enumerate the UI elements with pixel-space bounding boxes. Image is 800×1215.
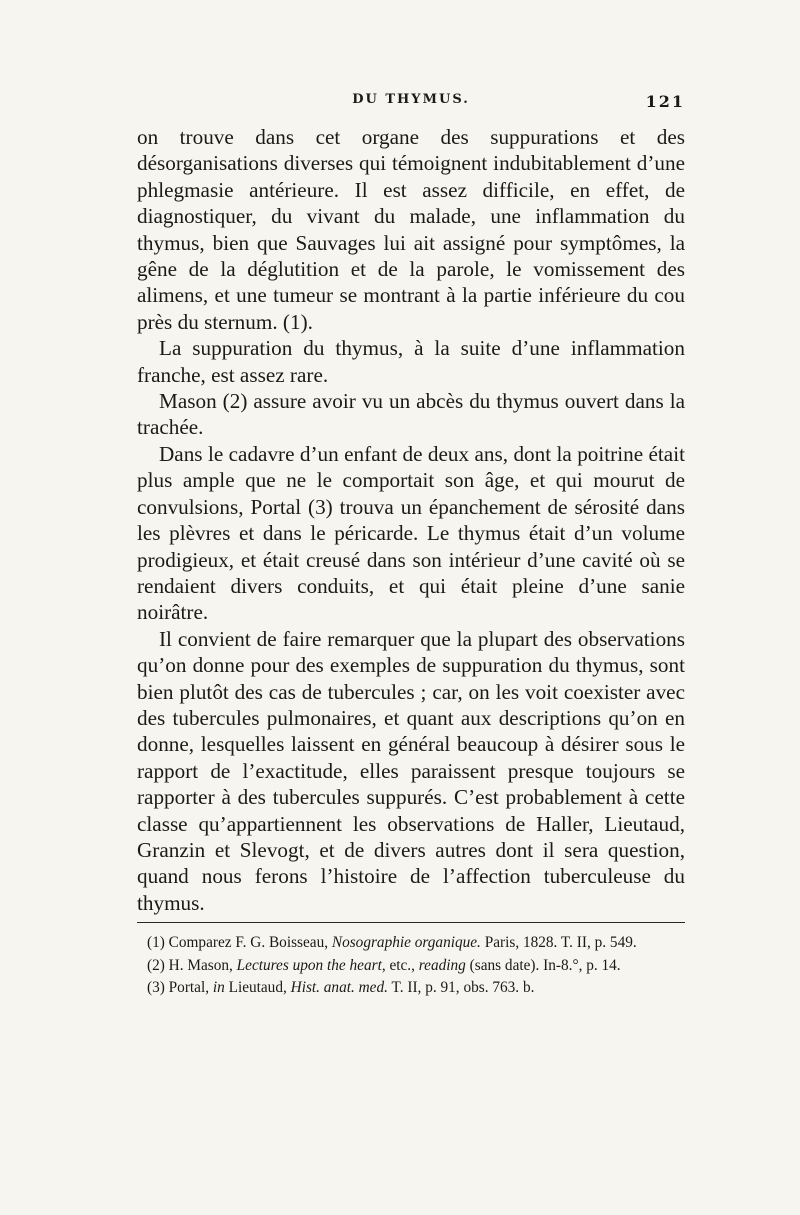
footnote-text: Portal, [168, 979, 210, 996]
footnote [137, 932, 685, 955]
paragraph: Mason (2) assure avoir vu un abcès du thymus ouvert dans la trachée. [137, 389, 685, 440]
footnote-text: Paris, 1828. T. II, p. 549. [484, 934, 637, 951]
paragraph: Dans le cadavre d’un enfant de deux ans, dont la poitrine était plus ample que ne le comportait son âge, et qui mourut de convulsions, Portal (3) trouva un épanchement de sérosité dans les plèvres et dans le péricarde. Le thymus était d’un volume prodigieux, et était creusé dans son intérieur d’une cavité où se rendaient divers conduits, et qui était pleine d’une sanie noirâtre. [137, 441, 685, 625]
footnotes [137, 932, 685, 1000]
footnote [137, 955, 685, 978]
footnote-text: (sans date). In-8.°, p. 14. [469, 956, 621, 974]
footnote-title: Hist. anat. med. [290, 979, 388, 996]
footnote-mark: (2) [147, 956, 165, 974]
main-text [137, 124, 685, 916]
footnote-title: Lectures upon the heart [236, 956, 382, 974]
running-title: DU THYMUS. [352, 92, 470, 107]
footnote-title: reading [418, 956, 466, 974]
running-header [137, 92, 685, 116]
paragraph: on trouve dans cet organe des suppurations et des désorganisations diverses qui témoignent indubitablement d’une phlegmasie antérieure. Il est assez difficile, en effet, de diagnostiquer, du vivant du malade, une inflammation du thymus, bien que Sauvages lui ait assigné pour symptômes, la gêne de la déglutition et de la parole, le vomissement des alimens, et une tumeur se montrant à la partie inférieure du cou près du sternum. (1). [137, 125, 685, 334]
paragraph: Il convient de faire remarquer que la plupart des observations qu’on donne pour des exemples de suppuration du thymus, sont bien plutôt des cas de tubercules ; car, on les voit coexister avec des tubercules pulmonaires, et quant aux descriptions qu’on en donne, lesquelles laissent en général beaucoup à désirer sous le rapport de l’exactitude, elles paraissent presque toujours se rapporter à des tubercules suppurés. C’est probablement à cette classe qu’appartiennent les observations de Haller, Lieutaud, Granzin et Slevogt, et de divers autres dont il sera question, quand nous ferons l’histoire de l’affection tuberculeuse du thymus. [137, 626, 685, 915]
paragraph: La suppuration du thymus, à la suite d’une inflammation franche, est assez rare. [137, 336, 685, 387]
footnote-mark: (1) [147, 934, 165, 951]
footnote-text: H. Mason, [168, 956, 233, 974]
footnote-text: , etc., [381, 956, 415, 974]
footnote-divider [137, 922, 685, 923]
footnote-mark: (3) [147, 979, 165, 996]
footnote-text: Comparez F. G. Boisseau, [168, 934, 329, 951]
page-number: 121 [645, 92, 685, 111]
footnote [137, 977, 685, 1000]
footnote-text: Lieutaud, [228, 979, 287, 996]
footnote-title: Nosographie organique. [331, 934, 481, 951]
footnote-title: in [212, 979, 225, 996]
footnote-text: T. II, p. 91, obs. 763. b. [391, 979, 535, 996]
